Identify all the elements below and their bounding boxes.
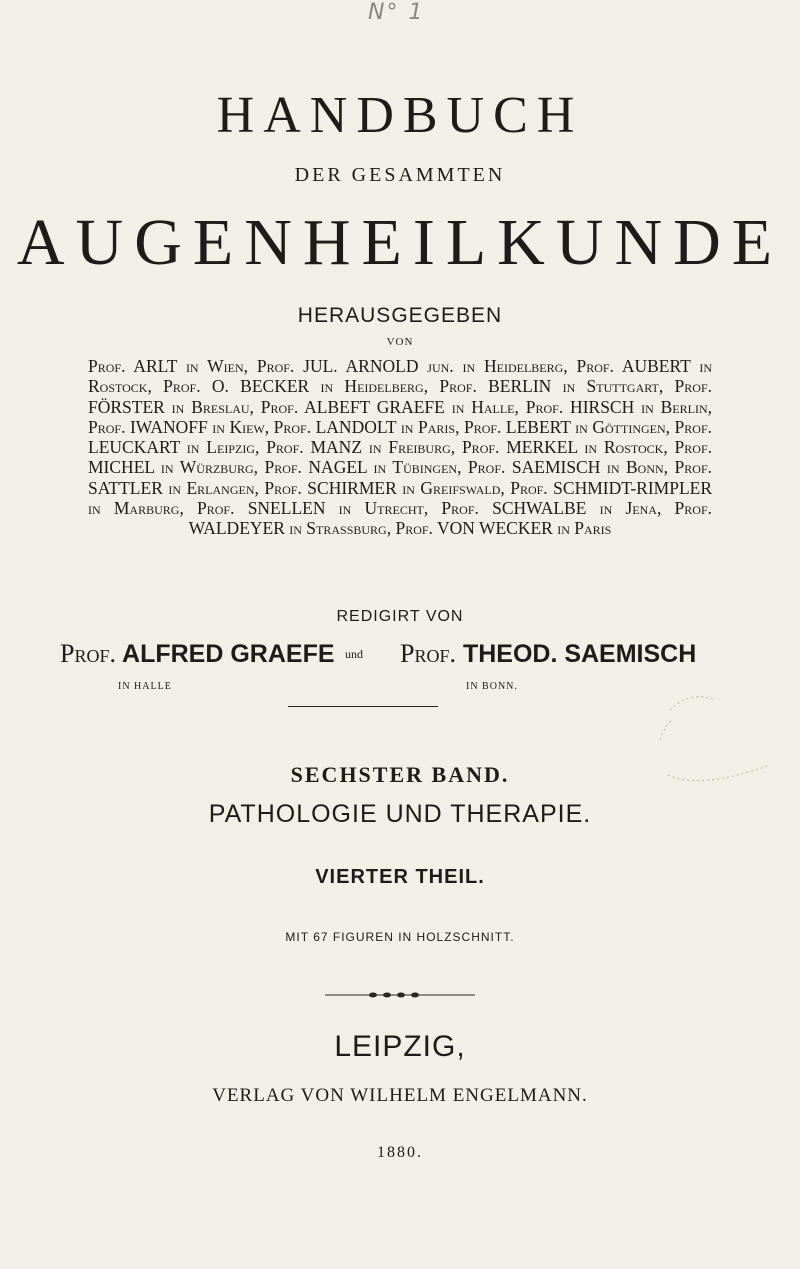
title-line-3: AUGENHEILKUNDE xyxy=(16,206,784,279)
figures-note: MIT 67 FIGUREN IN HOLZSCHNITT. xyxy=(285,930,515,944)
editor-2 xyxy=(400,639,696,669)
editor-1-name: ALFRED GRAEFE xyxy=(122,640,335,668)
herausgegeben-heading: HERAUSGEGEBEN xyxy=(297,304,503,327)
und-connector: und xyxy=(345,647,363,661)
pencil-annotation: N° 1 xyxy=(368,0,425,25)
volume-part: VIERTER THEIL. xyxy=(315,866,485,888)
editor-2-place: IN BONN. xyxy=(466,681,518,692)
contributors-list: Prof. ARLT in Wien, Prof. JUL. ARNOLD jun. in Heidelberg, Prof. AUBERT in Rostock, Prof. O. BECKER in Heidelberg, Prof. BERLIN in Stuttgart, Prof. FÖRSTER in Breslau, Prof. ALBEFT GRAEFE in Halle, Prof. HIRSCH in Berlin, Prof. IWANOFF in Kiew, Prof. LANDOLT in Paris, Prof. LEBERT in Göttingen, Prof. LEUCKART in Leipzig, Prof. MANZ in Freiburg, Prof. MERKEL in Rostock, Prof. MICHEL in Würzburg, Prof. NAGEL in Tübingen, Prof. SAEMISCH in Bonn, Prof. SATTLER in Erlangen, Prof. SCHIRMER in Greifswald, Prof. SCHMIDT-RIMPLER in Marburg, Prof. SNELLEN in Utrecht, Prof. SCHWALBE in Jena, Prof. WALDEYER in Strassburg, Prof. VON WECKER in Paris xyxy=(88,356,712,539)
redigirt-heading: REDIGIRT VON xyxy=(336,608,464,625)
von-label: VON xyxy=(386,336,414,348)
imprint-city: LEIPZIG, xyxy=(334,1030,466,1063)
title-line-2: DER GESAMMTEN xyxy=(294,164,506,186)
editor-1 xyxy=(60,639,335,669)
imprint-year: 1880. xyxy=(377,1144,423,1161)
prof-label-2: Prof. xyxy=(400,639,456,668)
imprint-publisher: VERLAG VON WILHELM ENGELMANN. xyxy=(212,1085,588,1106)
editor-2-name: THEOD. SAEMISCH xyxy=(462,640,697,668)
volume-subject: PATHOLOGIE UND THERAPIE. xyxy=(208,800,592,828)
divider-rule xyxy=(288,706,438,707)
ornamental-rule xyxy=(325,990,475,1000)
volume-band: SECHSTER BAND. xyxy=(290,762,510,787)
title-line-1: HANDBUCH xyxy=(216,87,584,144)
editor-1-place: IN HALLE xyxy=(118,681,172,692)
prof-label-1: Prof. xyxy=(60,639,116,668)
editors-row xyxy=(60,639,750,673)
